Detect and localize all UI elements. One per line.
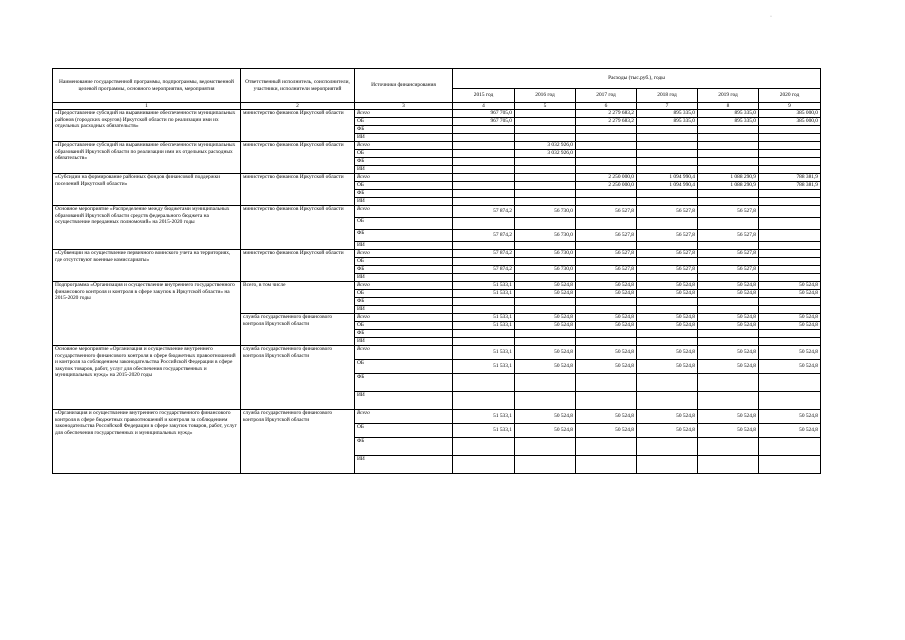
executor-cell: служба государственного финансового контроля Иркутской области: [241, 314, 355, 346]
amount-cell: [576, 134, 637, 142]
year-header: 2020 год: [759, 89, 821, 103]
amount-cell: [759, 306, 821, 314]
amount-cell: [698, 150, 759, 158]
amount-cell: 2 279 683,2: [576, 118, 637, 126]
amount-cell: [637, 298, 698, 306]
amount-cell: [515, 330, 576, 338]
amount-cell: [698, 166, 759, 174]
amount-cell: 50 524,8: [576, 314, 637, 322]
amount-cell: 50 524,8: [759, 314, 821, 322]
amount-cell: [576, 126, 637, 134]
amount-cell: 895 335,0: [637, 118, 698, 126]
amount-cell: [453, 182, 515, 190]
amount-cell: [515, 126, 576, 134]
amount-cell: [576, 298, 637, 306]
amount-cell: 50 524,8: [515, 322, 576, 330]
amount-cell: [576, 258, 637, 266]
column-index: 7: [637, 103, 698, 110]
amount-cell: [698, 438, 759, 456]
amount-cell: 2 250 000,0: [576, 174, 637, 182]
amount-cell: 50 524,8: [576, 360, 637, 374]
amount-cell: [453, 218, 515, 230]
amount-cell: [453, 242, 515, 250]
amount-cell: 50 524,8: [515, 410, 576, 424]
funding-source-cell: ОБ: [355, 218, 453, 230]
funding-source-cell: Всего: [355, 174, 453, 182]
amount-cell: [515, 166, 576, 174]
amount-cell: 895 335,0: [698, 118, 759, 126]
funding-source-cell: ОБ: [355, 182, 453, 190]
amount-cell: 57 874,2: [453, 230, 515, 242]
amount-cell: [637, 374, 698, 392]
year-header: 2019 год: [698, 89, 759, 103]
amount-cell: 56 527,8: [576, 206, 637, 218]
amount-cell: [453, 374, 515, 392]
amount-cell: [637, 134, 698, 142]
funding-source-cell: ОБ: [355, 360, 453, 374]
amount-cell: 50 524,8: [698, 410, 759, 424]
amount-cell: 56 730,0: [515, 230, 576, 242]
amount-cell: [515, 338, 576, 346]
amount-cell: [759, 250, 821, 258]
column-index: 6: [576, 103, 637, 110]
table-row: [53, 410, 821, 424]
funding-source-cell: Всего: [355, 206, 453, 218]
funding-source-cell: Всего: [355, 282, 453, 290]
amount-cell: [515, 374, 576, 392]
funding-source-cell: ФБ: [355, 190, 453, 198]
amount-cell: [453, 150, 515, 158]
funding-source-cell: ИИ: [355, 456, 453, 474]
amount-cell: 50 524,8: [759, 410, 821, 424]
funding-source-cell: ИИ: [355, 306, 453, 314]
corner-mark: ·: [770, 14, 772, 20]
amount-cell: 788 381,9: [759, 182, 821, 190]
amount-cell: [759, 298, 821, 306]
amount-cell: [515, 218, 576, 230]
amount-cell: [515, 456, 576, 474]
funding-source-cell: ИИ: [355, 242, 453, 250]
amount-cell: 967 705,0: [453, 110, 515, 118]
program-name-cell: «Предоставление субсидий на выравнивание обеспеченности муниципальных образований Иркутской области по реализации ими их отдельных расходных обязательств»: [53, 142, 241, 174]
amount-cell: 50 524,8: [759, 346, 821, 360]
year-header: 2015 год: [453, 89, 515, 103]
amount-cell: 50 524,8: [698, 282, 759, 290]
amount-cell: 50 524,8: [759, 424, 821, 438]
executor-cell: министерство финансов Иркутской области: [241, 110, 355, 142]
amount-cell: 51 533,1: [453, 314, 515, 322]
amount-cell: 2 250 000,0: [576, 182, 637, 190]
funding-source-cell: Всего: [355, 410, 453, 424]
executor-cell: министерство финансов Иркутской области: [241, 250, 355, 282]
amount-cell: [453, 158, 515, 166]
amount-cell: [698, 338, 759, 346]
amount-cell: [759, 274, 821, 282]
amount-cell: 51 533,1: [453, 282, 515, 290]
amount-cell: [637, 456, 698, 474]
amount-cell: [453, 298, 515, 306]
amount-cell: [637, 330, 698, 338]
column-index: 2: [241, 103, 355, 110]
amount-cell: 51 533,1: [453, 290, 515, 298]
amount-cell: [637, 150, 698, 158]
amount-cell: [576, 198, 637, 206]
amount-cell: [453, 306, 515, 314]
amount-cell: 967 705,0: [453, 118, 515, 126]
amount-cell: 3 032 926,0: [515, 142, 576, 150]
amount-cell: [515, 274, 576, 282]
column-index: 3: [355, 103, 453, 110]
amount-cell: [698, 190, 759, 198]
amount-cell: [515, 298, 576, 306]
amount-cell: 56 527,8: [637, 230, 698, 242]
amount-cell: [637, 274, 698, 282]
amount-cell: 3 032 926,0: [515, 150, 576, 158]
amount-cell: [453, 274, 515, 282]
amount-cell: 56 527,8: [637, 206, 698, 218]
executor-cell: министерство финансов Иркутской области: [241, 142, 355, 174]
amount-cell: [759, 242, 821, 250]
table-row: [53, 250, 821, 258]
funding-source-cell: ФБ: [355, 158, 453, 166]
amount-cell: [515, 438, 576, 456]
amount-cell: [637, 158, 698, 166]
amount-cell: 56 730,0: [515, 266, 576, 274]
amount-cell: 50 524,8: [698, 424, 759, 438]
amount-cell: [576, 456, 637, 474]
amount-cell: 50 524,8: [515, 424, 576, 438]
column-index: 4: [453, 103, 515, 110]
amount-cell: 56 527,8: [576, 250, 637, 258]
amount-cell: [637, 258, 698, 266]
table-row: [53, 206, 821, 218]
amount-cell: [637, 126, 698, 134]
funding-source-cell: Всего: [355, 250, 453, 258]
amount-cell: 50 524,8: [698, 314, 759, 322]
funding-source-cell: ОБ: [355, 424, 453, 438]
amount-cell: 56 527,8: [698, 230, 759, 242]
amount-cell: [515, 258, 576, 266]
amount-cell: 50 524,8: [515, 290, 576, 298]
table-row: [53, 142, 821, 150]
funding-source-cell: ФБ: [355, 266, 453, 274]
amount-cell: [576, 190, 637, 198]
amount-cell: [576, 392, 637, 410]
amount-cell: [515, 134, 576, 142]
amount-cell: 50 524,8: [576, 322, 637, 330]
amount-cell: 50 524,8: [637, 314, 698, 322]
program-name-cell: Основное мероприятие «Организация и осуществление внутреннего государственного финансового контроля в сфере бюджетных правоотношений и контроля за соблюдением законодательства Российской Федерации в сфере закупок товаров, работ, услуг для обеспечения государственных и муниципальных нужд» на 2015-2020 годы: [53, 346, 241, 410]
amount-cell: [515, 306, 576, 314]
amount-cell: [759, 230, 821, 242]
amount-cell: [759, 392, 821, 410]
amount-cell: 385 000,0: [759, 118, 821, 126]
amount-cell: [759, 134, 821, 142]
funding-source-cell: ФБ: [355, 230, 453, 242]
table-row: [53, 282, 821, 290]
amount-cell: 50 524,8: [576, 290, 637, 298]
amount-cell: 50 524,8: [759, 360, 821, 374]
amount-cell: 50 524,8: [576, 424, 637, 438]
amount-cell: [515, 182, 576, 190]
amount-cell: 56 527,8: [698, 266, 759, 274]
funding-source-cell: Всего: [355, 110, 453, 118]
amount-cell: 50 524,8: [576, 410, 637, 424]
amount-cell: [759, 206, 821, 218]
executor-cell: служба государственного финансового контроля Иркутской области: [241, 346, 355, 410]
amount-cell: [698, 456, 759, 474]
amount-cell: 51 533,1: [453, 346, 515, 360]
amount-cell: [453, 198, 515, 206]
funding-source-cell: ОБ: [355, 290, 453, 298]
amount-cell: [453, 166, 515, 174]
amount-cell: 56 730,0: [515, 206, 576, 218]
amount-cell: [698, 242, 759, 250]
funding-source-cell: ИИ: [355, 134, 453, 142]
amount-cell: [637, 190, 698, 198]
program-name-cell: «Субсидии на формирование районных фондов финансовой поддержки поселений Иркутской области»: [53, 174, 241, 206]
amount-cell: [515, 242, 576, 250]
executor-cell: Всего, в том числе: [241, 282, 355, 314]
funding-source-cell: ФБ: [355, 330, 453, 338]
amount-cell: [759, 218, 821, 230]
amount-cell: [637, 218, 698, 230]
col-header-executor: Ответственный исполнитель, соисполнители, участники, исполнители мероприятий: [241, 69, 355, 103]
amount-cell: 56 527,8: [698, 250, 759, 258]
program-name-cell: «Субвенции на осуществление первичного воинского учета на территориях, где отсутствуют военные комиссариаты»: [53, 250, 241, 282]
amount-cell: 50 524,8: [698, 346, 759, 360]
amount-cell: 50 524,8: [576, 346, 637, 360]
funding-source-cell: Всего: [355, 346, 453, 360]
funding-source-cell: ИИ: [355, 338, 453, 346]
amount-cell: [453, 330, 515, 338]
funding-source-cell: ИИ: [355, 198, 453, 206]
amount-cell: 50 524,8: [637, 290, 698, 298]
amount-cell: [576, 306, 637, 314]
amount-cell: [453, 456, 515, 474]
amount-cell: [698, 330, 759, 338]
amount-cell: [637, 438, 698, 456]
col-header-sources: Источники финансирования: [355, 69, 453, 103]
amount-cell: [759, 142, 821, 150]
funding-source-cell: ИИ: [355, 166, 453, 174]
table-row: [53, 174, 821, 182]
amount-cell: 50 524,8: [637, 410, 698, 424]
funding-source-cell: ФБ: [355, 298, 453, 306]
amount-cell: [759, 126, 821, 134]
funding-source-cell: ОБ: [355, 118, 453, 126]
amount-cell: [698, 134, 759, 142]
amount-cell: 1 088 290,9: [698, 174, 759, 182]
amount-cell: 56 527,8: [637, 250, 698, 258]
amount-cell: [698, 258, 759, 266]
amount-cell: 1 088 290,9: [698, 182, 759, 190]
amount-cell: [759, 150, 821, 158]
amount-cell: [698, 274, 759, 282]
amount-cell: [759, 456, 821, 474]
amount-cell: 50 524,8: [515, 346, 576, 360]
amount-cell: 788 381,9: [759, 174, 821, 182]
col-header-expenses: Расходы (тыс.руб.), годы: [453, 69, 821, 89]
col-header-program: Наименование государственной программы, подпрограммы, ведомственной целевой программы, основного мероприятия, мероприятия: [53, 69, 241, 103]
amount-cell: [515, 174, 576, 182]
program-name-cell: Основное мероприятие «Распределение между бюджетами муниципальных образований Иркутской области средств федерального бюджета на осуществление переданных полномочий» на 2015-2020 годы: [53, 206, 241, 250]
amount-cell: 1 094 990,4: [637, 174, 698, 182]
executor-cell: министерство финансов Иркутской области: [241, 206, 355, 250]
column-index: 5: [515, 103, 576, 110]
financing-table: [52, 68, 821, 474]
funding-source-cell: ИИ: [355, 392, 453, 410]
funding-source-cell: Всего: [355, 142, 453, 150]
funding-source-cell: ФБ: [355, 374, 453, 392]
amount-cell: 895 335,0: [698, 110, 759, 118]
amount-cell: 56 527,8: [576, 266, 637, 274]
amount-cell: [453, 392, 515, 410]
amount-cell: [453, 134, 515, 142]
amount-cell: 50 524,8: [759, 290, 821, 298]
amount-cell: [576, 242, 637, 250]
column-index: 1: [53, 103, 241, 110]
amount-cell: 1 094 990,4: [637, 182, 698, 190]
amount-cell: 57 874,2: [453, 266, 515, 274]
amount-cell: [515, 118, 576, 126]
amount-cell: [698, 158, 759, 166]
amount-cell: [698, 306, 759, 314]
amount-cell: 51 533,1: [453, 322, 515, 330]
amount-cell: [576, 158, 637, 166]
amount-cell: [698, 142, 759, 150]
amount-cell: [637, 338, 698, 346]
amount-cell: [453, 338, 515, 346]
amount-cell: 56 527,8: [637, 266, 698, 274]
amount-cell: [576, 438, 637, 456]
amount-cell: [576, 330, 637, 338]
amount-cell: 50 524,8: [759, 322, 821, 330]
executor-cell: служба государственного финансового контроля Иркутской области: [241, 410, 355, 474]
table-row: [53, 110, 821, 118]
amount-cell: [759, 166, 821, 174]
amount-cell: 56 527,8: [576, 230, 637, 242]
column-index: 8: [698, 103, 759, 110]
amount-cell: [576, 274, 637, 282]
amount-cell: [515, 158, 576, 166]
amount-cell: 50 524,8: [576, 282, 637, 290]
amount-cell: [453, 126, 515, 134]
amount-cell: [637, 142, 698, 150]
amount-cell: [759, 266, 821, 274]
amount-cell: [453, 438, 515, 456]
amount-cell: 56 730,0: [515, 250, 576, 258]
funding-source-cell: Всего: [355, 314, 453, 322]
amount-cell: [576, 142, 637, 150]
year-header: 2017 год: [576, 89, 637, 103]
amount-cell: 50 524,8: [637, 346, 698, 360]
amount-cell: [576, 150, 637, 158]
funding-source-cell: ОБ: [355, 322, 453, 330]
amount-cell: 50 524,8: [759, 282, 821, 290]
amount-cell: [515, 392, 576, 410]
amount-cell: [576, 338, 637, 346]
amount-cell: [759, 338, 821, 346]
amount-cell: [637, 166, 698, 174]
funding-source-cell: ФБ: [355, 126, 453, 134]
amount-cell: [515, 198, 576, 206]
amount-cell: 50 524,8: [637, 322, 698, 330]
amount-cell: 50 524,8: [698, 322, 759, 330]
amount-cell: 50 524,8: [698, 360, 759, 374]
executor-cell: министерство финансов Иркутской области: [241, 174, 355, 206]
column-index: 9: [759, 103, 821, 110]
amount-cell: [759, 330, 821, 338]
amount-cell: [453, 174, 515, 182]
amount-cell: [637, 198, 698, 206]
amount-cell: 57 874,2: [453, 250, 515, 258]
amount-cell: [759, 374, 821, 392]
amount-cell: [576, 166, 637, 174]
funding-source-cell: ОБ: [355, 258, 453, 266]
amount-cell: 50 524,8: [637, 424, 698, 438]
amount-cell: [453, 142, 515, 150]
funding-source-cell: ИИ: [355, 274, 453, 282]
amount-cell: [515, 110, 576, 118]
amount-cell: [515, 190, 576, 198]
amount-cell: 50 524,8: [515, 360, 576, 374]
table-row: [53, 346, 821, 360]
amount-cell: [698, 126, 759, 134]
amount-cell: [759, 258, 821, 266]
amount-cell: [576, 374, 637, 392]
amount-cell: [453, 190, 515, 198]
amount-cell: [759, 158, 821, 166]
amount-cell: 51 533,1: [453, 424, 515, 438]
amount-cell: [698, 374, 759, 392]
amount-cell: [637, 306, 698, 314]
amount-cell: [698, 198, 759, 206]
program-name-cell: «Предоставление субсидий на выравнивание обеспеченности муниципальных районов (городских округов) Иркутской области по реализации ими их отдельных расходных обязательств»: [53, 110, 241, 142]
amount-cell: 50 524,8: [698, 290, 759, 298]
amount-cell: [453, 258, 515, 266]
amount-cell: 50 524,8: [515, 314, 576, 322]
amount-cell: [637, 242, 698, 250]
amount-cell: [576, 218, 637, 230]
funding-source-cell: ФБ: [355, 438, 453, 456]
program-name-cell: «Организация и осуществление внутреннего государственного финансового контроля в сфере бюджетных правоотношений и контроля за соблюдением законодательства Российской Федерации в сфере закупок товаров, работ, услуг для обеспечения государственных и муниципальных нужд»: [53, 410, 241, 474]
amount-cell: 56 527,8: [698, 206, 759, 218]
year-header: 2016 год: [515, 89, 576, 103]
amount-cell: 51 533,1: [453, 410, 515, 424]
amount-cell: [698, 392, 759, 410]
amount-cell: [698, 218, 759, 230]
amount-cell: 50 524,8: [515, 282, 576, 290]
amount-cell: [759, 438, 821, 456]
amount-cell: [759, 198, 821, 206]
amount-cell: 50 524,8: [637, 282, 698, 290]
amount-cell: [637, 392, 698, 410]
amount-cell: 385 000,0: [759, 110, 821, 118]
funding-source-cell: ОБ: [355, 150, 453, 158]
amount-cell: [698, 298, 759, 306]
program-name-cell: Подпрограмма «Организация и осуществление внутреннего государственного финансового контроля и контроля в сфере закупок в Иркутской области» на 2015-2020 годы: [53, 282, 241, 346]
amount-cell: 51 533,1: [453, 360, 515, 374]
year-header: 2018 год: [637, 89, 698, 103]
amount-cell: 57 874,2: [453, 206, 515, 218]
amount-cell: 895 335,0: [637, 110, 698, 118]
amount-cell: 2 279 683,2: [576, 110, 637, 118]
amount-cell: 50 524,8: [637, 360, 698, 374]
amount-cell: [759, 190, 821, 198]
